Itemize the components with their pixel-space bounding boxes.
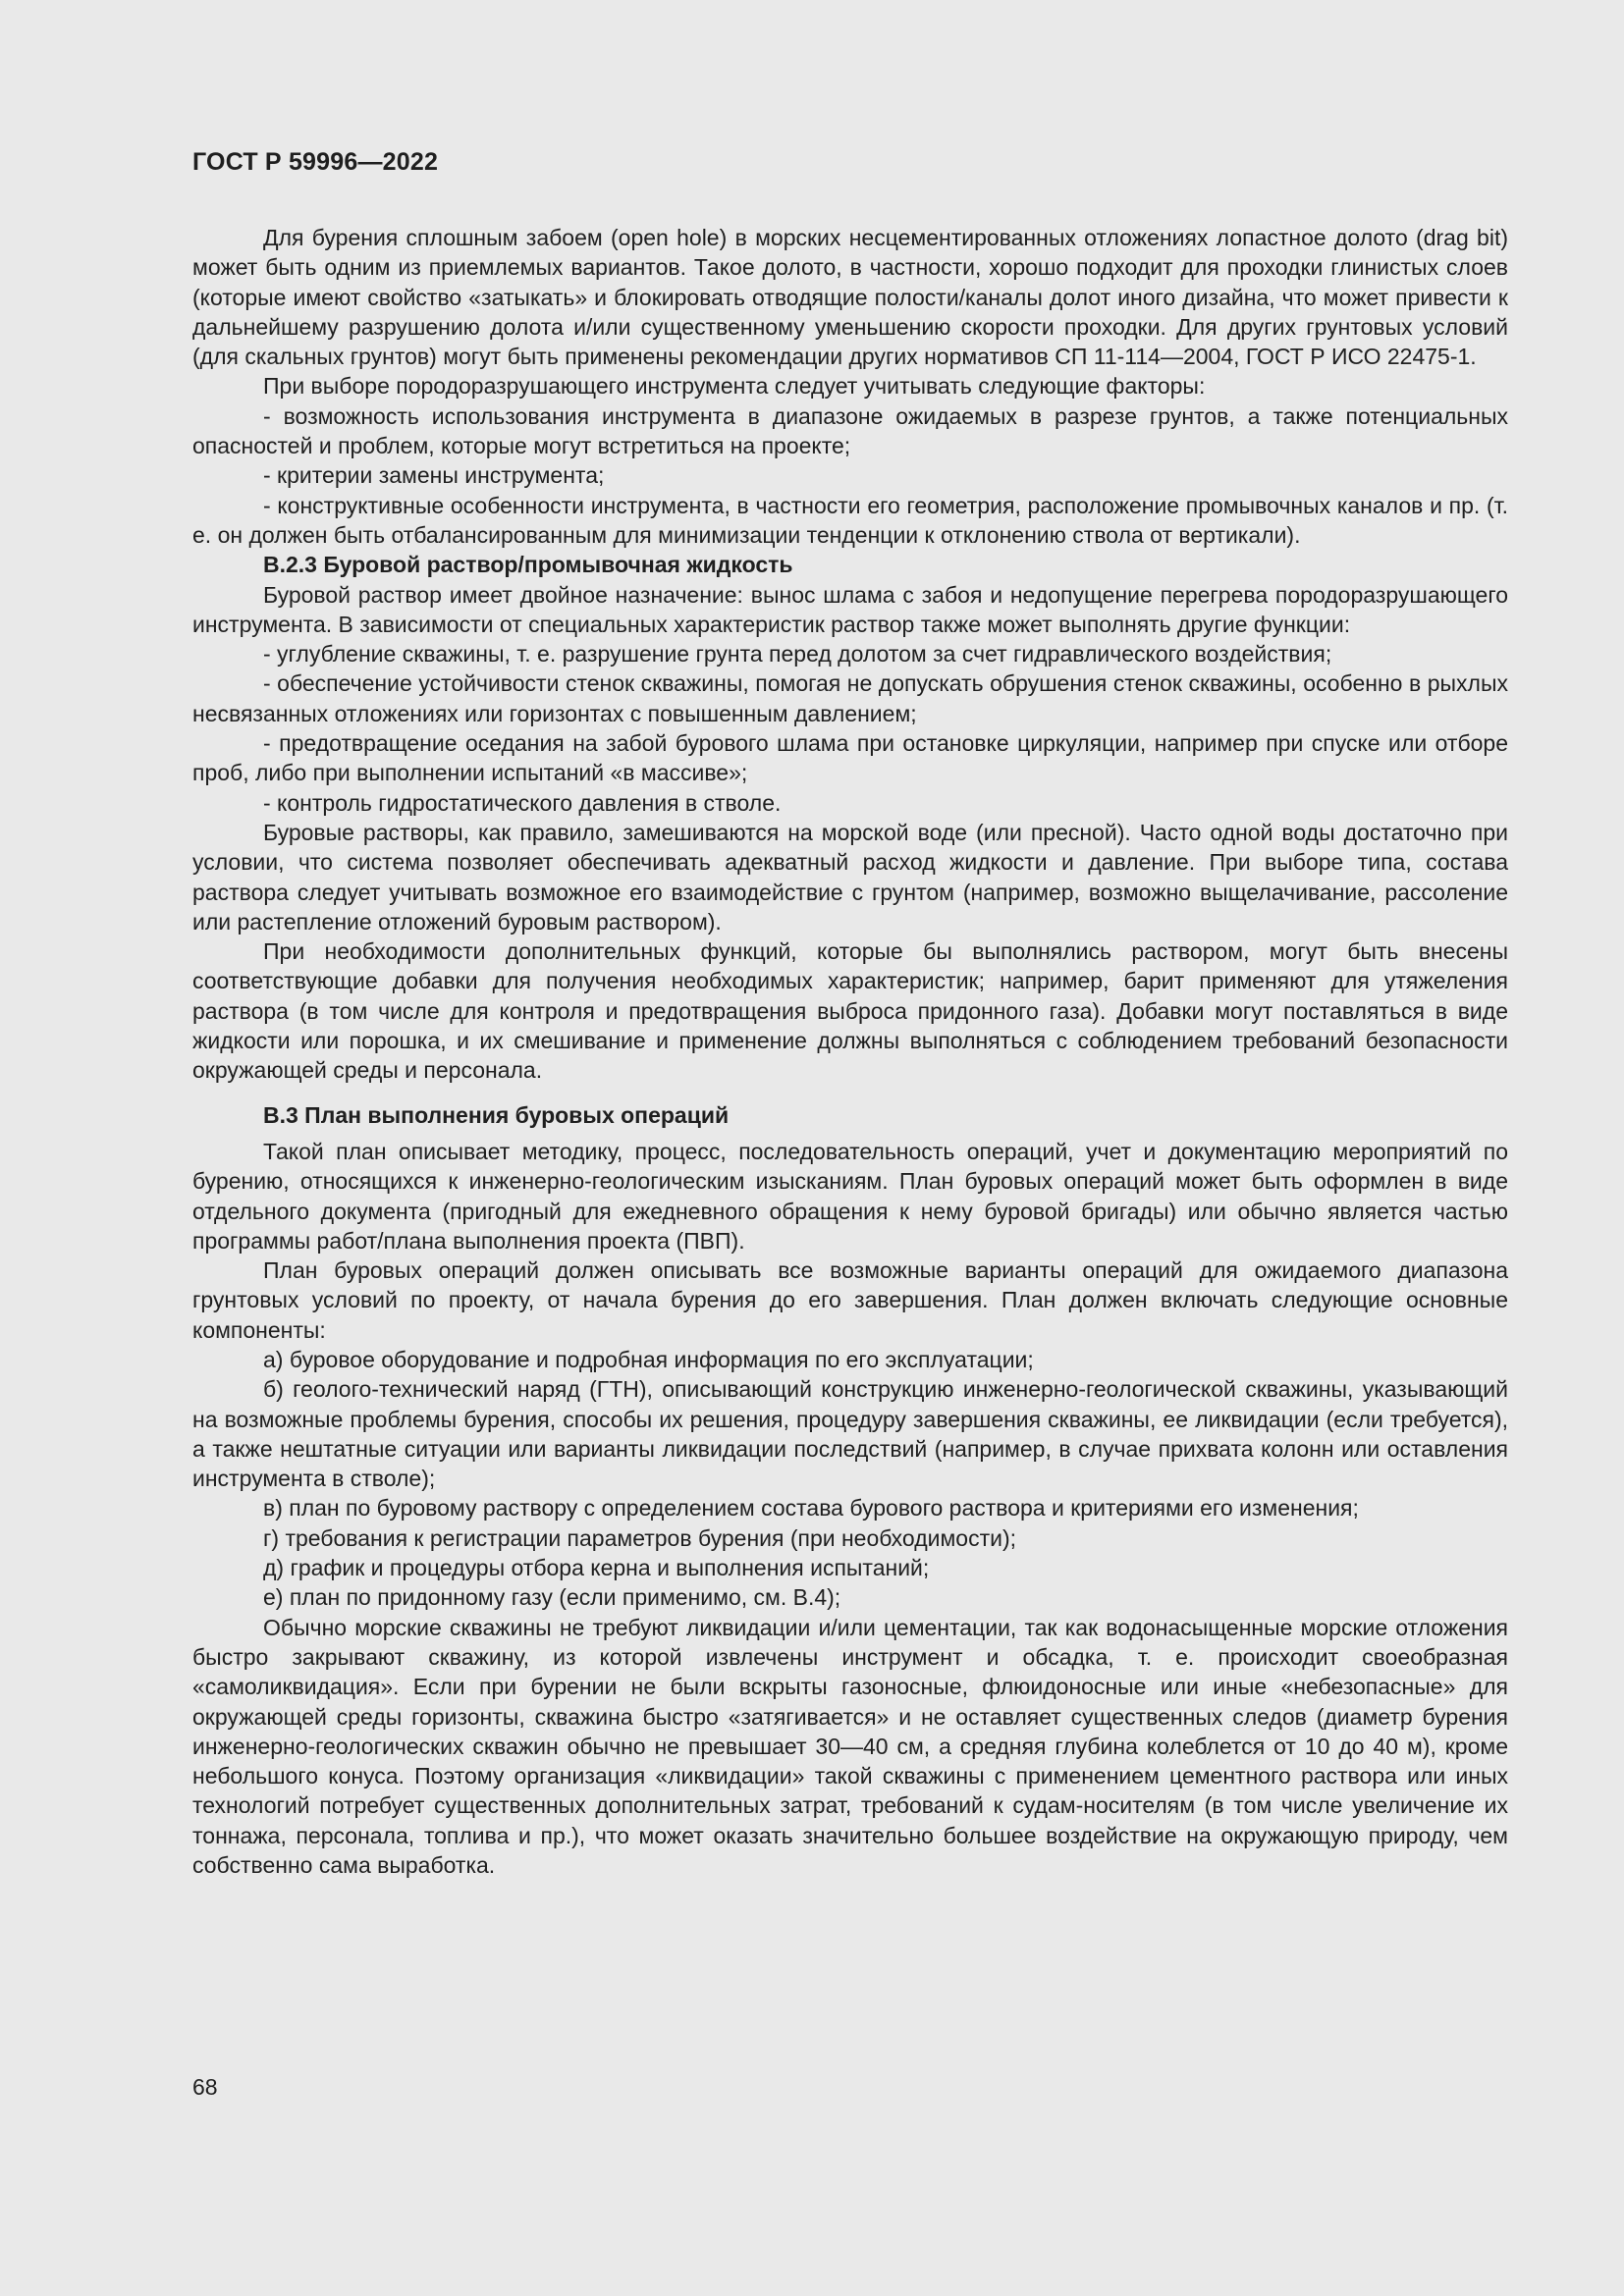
list-item-cuttings-settling: - предотвращение оседания на забой бурового шлама при остановке циркуляции, например при спуске или отборе проб, либо при выполнении испытаний «в массиве»;	[192, 730, 1508, 786]
list-item-f: е) план по придонному газу (если применимо, см. В.4);	[263, 1584, 841, 1611]
paragraph-additives: При необходимости дополнительных функций, которые бы выполнялись раствором, могут быть внесены соответствующие добавки для получения необходимых характеристик; например, барит применяют для утяжеления раствора (в том числе для контроля и предотвращения выброса придонного газа). Добавки могут поставляться в виде жидкости или порошка, и их смешивание и применение должны выполняться с соблюдением требований безопасности окружающей среды и персонала.	[192, 938, 1508, 1084]
paragraph-fluid-mixing: Буровые растворы, как правило, замешиваются на морской воде (или пресной). Часто одной воды достаточно при условии, что система позволяет обеспечивать адекватный расход жидкости и давление. При выборе типа, состава раствора следует учитывать возможное его взаимодействие с грунтом (например, возможно выщелачивание, рассоление или растепление отложений буровым раствором).	[192, 819, 1508, 934]
page-number: 68	[192, 2074, 218, 2100]
list-item-deepening: - углубление скважины, т. е. разрушение грунта перед долотом за счет гидравлического воздействия;	[263, 641, 1332, 667]
paragraph-plan-description: Такой план описывает методику, процесс, последовательность операций, учет и документацию мероприятий по бурению, относящихся к инженерно-геологическим изысканиям. План буровых операций может быть оформлен в виде отдельного документа (пригодный для ежедневного обращения к нему буровой бригады) или обычно является частью программы работ/плана выполнения проекта (ПВП).	[192, 1138, 1508, 1254]
document-header: ГОСТ Р 59996—2022	[192, 148, 439, 176]
list-item-design-features: - конструктивные особенности инструмента, в частности его геометрия, расположение промывочных каналов и пр. (т. е. он должен быть отбалансированным для минимизации тенденции к отклонению ствола от вертикали).	[192, 492, 1508, 548]
paragraph-tool-selection: При выборе породоразрушающего инструмента следует учитывать следующие факторы:	[263, 373, 1206, 400]
list-item-replacement-criteria: - критерии замены инструмента;	[263, 462, 605, 489]
list-item-tool-range: - возможность использования инструмента в диапазоне ожидаемых в разрезе грунтов, а также потенциальных опасностей и проблем, которые могут встретиться на проекте;	[192, 402, 1508, 459]
paragraph-drag-bit: Для бурения сплошным забоем (open hole) в морских несцементированных отложениях лопастное долото (drag bit) может быть одним из приемлемых вариантов. Такое долото, в частности, хорошо подходит для проходки глинистых слоев (которые имеют свойство «затыкать» и блокировать отводящие полости/каналы долот иного дизайна, что может привести к дальнейшему разрушению долота и/или существенному уменьшению скорости проходки. Для других грунтовых условий (для скальных грунтов) могут быть применены рекомендации других нормативов СП 11-114—2004, ГОСТ Р ИСО 22475-1.	[192, 225, 1508, 370]
list-item-a: а) буровое оборудование и подробная информация по его эксплуатации;	[263, 1346, 1034, 1372]
list-item-e: д) график и процедуры отбора керна и выполнения испытаний;	[263, 1555, 930, 1581]
paragraph-drilling-fluid-purpose: Буровой раствор имеет двойное назначение: вынос шлама с забоя и недопущение перегрева породоразрушающего инструмента. В зависимости от специальных характеристик раствор также может выполнять другие функции:	[192, 581, 1508, 637]
list-item-wall-stability: - обеспечение устойчивости стенок скважины, помогая не допускать обрушения стенок скважины, особенно в рыхлых несвязанных отложениях или горизонтах с повышенным давлением;	[192, 670, 1508, 726]
list-item-b: б) геолого-технический наряд (ГТН), описывающий конструкцию инженерно-геологической скважины, указывающий на возможные проблемы бурения, способы их решения, процедуру завершения скважины, ее ликвидации (если требуется), а также нештатные ситуации или варианты ликвидации последствий (например, в случае прихвата колонн или оставления инструмента в стволе);	[192, 1376, 1508, 1492]
section-heading-b3: В.3 План выполнения буровых операций	[263, 1101, 730, 1128]
document-body	[192, 223, 1508, 1880]
section-heading-b23: В.2.3 Буровой раствор/промывочная жидкость	[263, 552, 793, 578]
list-item-d: г) требования к регистрации параметров бурения (при необходимости);	[263, 1524, 1017, 1551]
list-item-hydrostatic-pressure: - контроль гидростатического давления в стволе.	[263, 789, 782, 816]
paragraph-plan-components: План буровых операций должен описывать все возможные варианты операций для ожидаемого диапазона грунтовых условий по проекту, от начала бурения до его завершения. План должен включать следующие основные компоненты:	[192, 1257, 1508, 1343]
paragraph-well-abandonment: Обычно морские скважины не требуют ликвидации и/или цементации, так как водонасыщенные морские отложения быстро закрывают скважину, из которой извлечены инструмент и обсадка, т. е. происходит своеобразная «самоликвидация». Если при бурении не были вскрыты газоносные, флюидоносные или иные «небезопасные» для окружающей среды горизонты, скважина быстро «затягивается» и не оставляет существенных следов (диаметр бурения инженерно-геологических скважин обычно не превышает 30—40 см, а средняя глубина колеблется от 10 до 40 м), кроме небольшого конуса. Поэтому организация «ликвидации» такой скважины с применением цементного раствора или иных технологий потребует существенных дополнительных затрат, требований к судам-носителям (в том числе увеличение их тоннажа, персонала, топлива и пр.), что может оказать значительно большее воздействие на окружающую природу, чем собственно сама выработка.	[192, 1614, 1508, 1879]
list-item-c: в) план по буровому раствору с определением состава бурового раствора и критериями его изменения;	[263, 1495, 1359, 1522]
